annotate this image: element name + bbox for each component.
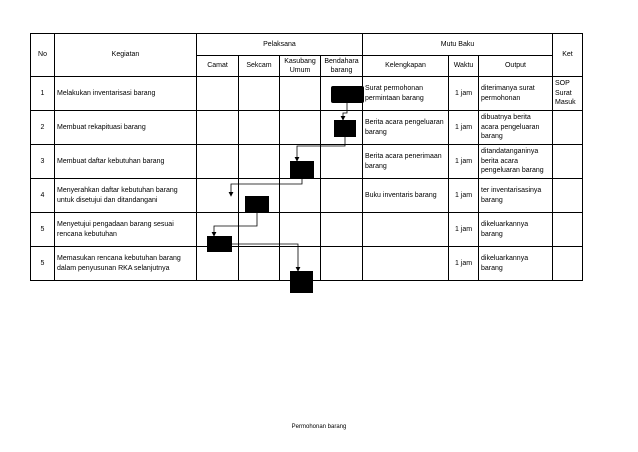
cell-sekcam bbox=[239, 77, 280, 111]
row-kelengkapan: Buku inventaris barang bbox=[363, 179, 449, 213]
row-output: diterimanya surat permohonan bbox=[479, 77, 553, 111]
header-waktu: Waktu bbox=[449, 56, 479, 77]
row-output: dibuatnya berita acara pengeluaran barang bbox=[479, 111, 553, 145]
cell-camat bbox=[197, 247, 239, 281]
header-kasubang: Kasubang Umum bbox=[280, 56, 321, 77]
cell-camat bbox=[197, 213, 239, 247]
row-ket bbox=[553, 179, 583, 213]
row-ket bbox=[553, 247, 583, 281]
row-waktu: 1 jam bbox=[449, 179, 479, 213]
row-kegiatan: Melakukan inventarisasi barang bbox=[55, 77, 197, 111]
row-no: 5 bbox=[31, 213, 55, 247]
cell-sekcam bbox=[239, 179, 280, 213]
row-waktu: 1 jam bbox=[449, 247, 479, 281]
cell-bendahara bbox=[321, 213, 363, 247]
table-row bbox=[31, 111, 583, 145]
row-output: ditandatanganinya berita acara pengeluaran barang bbox=[479, 145, 553, 179]
cell-bendahara bbox=[321, 247, 363, 281]
row-ket bbox=[553, 111, 583, 145]
cell-kasubang bbox=[280, 145, 321, 179]
header-output: Output bbox=[479, 56, 553, 77]
row-no: 1 bbox=[31, 77, 55, 111]
table-row bbox=[31, 145, 583, 179]
table-row bbox=[31, 179, 583, 213]
cell-camat bbox=[197, 179, 239, 213]
row-kelengkapan bbox=[363, 213, 449, 247]
row-ket: SOP Surat Masuk bbox=[553, 77, 583, 111]
row-kelengkapan bbox=[363, 247, 449, 281]
cell-kasubang bbox=[280, 77, 321, 111]
sop-table bbox=[30, 33, 583, 281]
header-no: No bbox=[31, 34, 55, 77]
header-camat: Camat bbox=[197, 56, 239, 77]
cell-camat bbox=[197, 77, 239, 111]
row-kegiatan: Membuat daftar kebutuhan barang bbox=[55, 145, 197, 179]
row-kelengkapan: Surat permohonan permintaan barang bbox=[363, 77, 449, 111]
cell-bendahara bbox=[321, 77, 363, 111]
table-row bbox=[31, 213, 583, 247]
row-kegiatan: Membuat rekapituasi barang bbox=[55, 111, 197, 145]
row-ket bbox=[553, 145, 583, 179]
cell-bendahara bbox=[321, 145, 363, 179]
cell-sekcam bbox=[239, 247, 280, 281]
header-mutu-baku: Mutu Baku bbox=[363, 34, 553, 56]
row-waktu: 1 jam bbox=[449, 145, 479, 179]
cell-bendahara bbox=[321, 179, 363, 213]
row-waktu: 1 jam bbox=[449, 77, 479, 111]
cell-bendahara bbox=[321, 111, 363, 145]
row-waktu: 1 jam bbox=[449, 111, 479, 145]
cell-kasubang bbox=[280, 247, 321, 281]
cell-sekcam bbox=[239, 111, 280, 145]
cell-kasubang bbox=[280, 111, 321, 145]
row-output: dikeluarkannya barang bbox=[479, 247, 553, 281]
header-kelengkapan: Kelengkapan bbox=[363, 56, 449, 77]
cell-kasubang bbox=[280, 179, 321, 213]
header-kegiatan: Kegiatan bbox=[55, 34, 197, 77]
row-no: 4 bbox=[31, 179, 55, 213]
row-kelengkapan: Berita acara penerimaan barang bbox=[363, 145, 449, 179]
row-output: ter inventarisasinya barang bbox=[479, 179, 553, 213]
page-caption: Permohonan barang bbox=[291, 424, 347, 430]
row-ket bbox=[553, 213, 583, 247]
table-row bbox=[31, 247, 583, 281]
header-ket: Ket bbox=[553, 34, 583, 77]
cell-sekcam bbox=[239, 213, 280, 247]
table-row bbox=[31, 77, 583, 111]
row-output: dikeluarkannya barang bbox=[479, 213, 553, 247]
cell-sekcam bbox=[239, 145, 280, 179]
row-kelengkapan: Berita acara pengeluaran barang bbox=[363, 111, 449, 145]
row-no: 3 bbox=[31, 145, 55, 179]
header-sekcam: Sekcam bbox=[239, 56, 280, 77]
cell-kasubang bbox=[280, 213, 321, 247]
header-bendahara: Bendahara barang bbox=[321, 56, 363, 77]
row-kegiatan: Memasukan rencana kebutuhan barang dalam penyusunan RKA selanjutnya bbox=[55, 247, 197, 281]
row-waktu: 1 jam bbox=[449, 213, 479, 247]
cell-camat bbox=[197, 145, 239, 179]
cell-camat bbox=[197, 111, 239, 145]
row-kegiatan: Menyetujui pengadaan barang sesuai rencana kebutuhan bbox=[55, 213, 197, 247]
row-kegiatan: Menyerahkan daftar kebutuhan barang untuk disetujui dan ditandangani bbox=[55, 179, 197, 213]
row-no: 2 bbox=[31, 111, 55, 145]
header-pelaksana: Pelaksana bbox=[197, 34, 363, 56]
row-no: 5 bbox=[31, 247, 55, 281]
